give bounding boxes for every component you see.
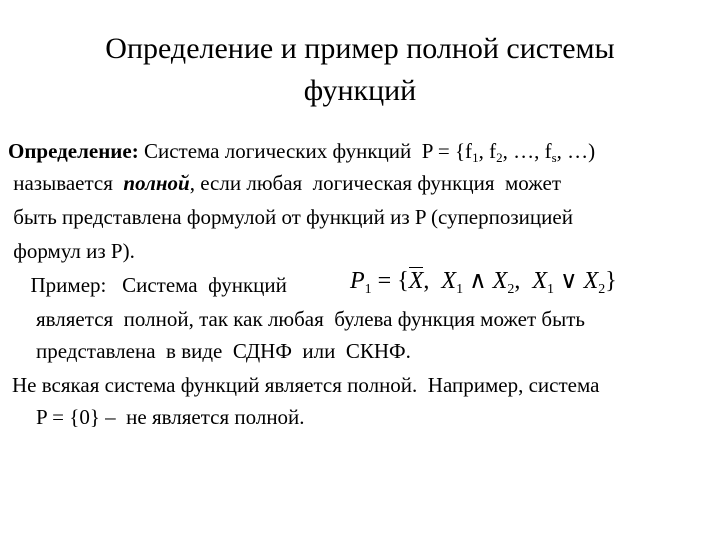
example-line-3: представлена в виде СДНФ или СКНФ. <box>36 339 411 363</box>
title-line-2: функций <box>303 74 417 107</box>
definition-line-3: быть представлена формулой от функций из P (суперпозицией <box>8 205 573 229</box>
definition-line-1: Определение: Система логических функций $P = \{f_1$, $f_2$, …, $f_s$, …) <box>8 139 596 165</box>
title-line-1: Определение и пример полной системы <box>105 32 615 65</box>
definition-label: Определение: <box>8 139 139 163</box>
note-line-1: Не всякая система функций является полной. Например, система <box>12 373 600 397</box>
note-line-2: P = {0} – не является полной. <box>36 405 305 429</box>
definition-line-2: называется полной, если любая логическая функция может <box>8 171 561 195</box>
example-formula: $P_1 = \{X$, $X_1$ ∧ $X_2$, $X_1$ ∨ $X_2$} <box>350 268 617 297</box>
term-complete: полной <box>123 171 190 195</box>
example-line-1: Пример: Система функций <box>20 273 287 297</box>
negated-x: X <box>408 268 424 294</box>
slide-title <box>60 28 660 112</box>
definition-line-4: формул из P). <box>8 239 135 263</box>
example-line-2: являeтся полной, так как любая булева функция может быть <box>36 307 585 331</box>
